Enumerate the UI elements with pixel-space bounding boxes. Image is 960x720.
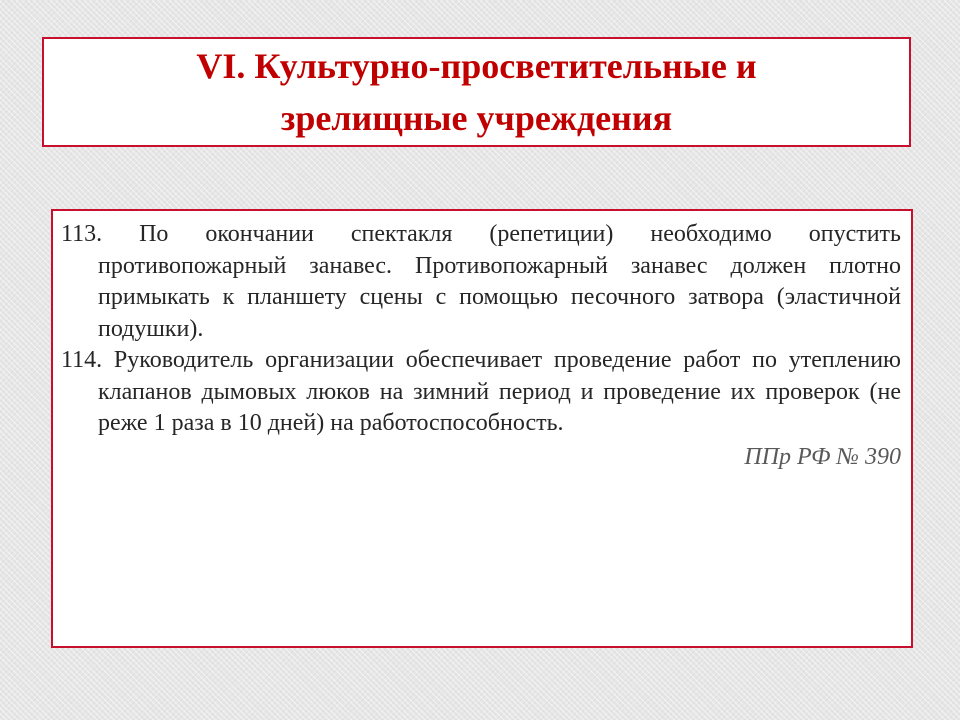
title-box: [42, 37, 911, 147]
paragraph-114: 114. Руководитель организации обеспечивает проведение работ по утеплению клапанов дымовых люков на зимний период и проведение их проверок (не реже 1 раза в 10 дней) на работоспособность.: [61, 347, 901, 436]
content-box: [51, 209, 913, 648]
slide-title-line-1: VI. Культурно-просветительные и: [196, 46, 757, 86]
slide-title: [196, 40, 756, 144]
paragraph-113: 113. По окончании спектакля (репетиции) необходимо опустить противопожарный занавес. Противопожарный занавес должен плотно примыкать к планшету сцены с помощью песочного затвора (эластичной подушки).: [61, 221, 901, 342]
source-reference: ППр РФ № 390: [744, 443, 901, 470]
slide-title-line-2: зрелищные учреждения: [280, 98, 673, 138]
